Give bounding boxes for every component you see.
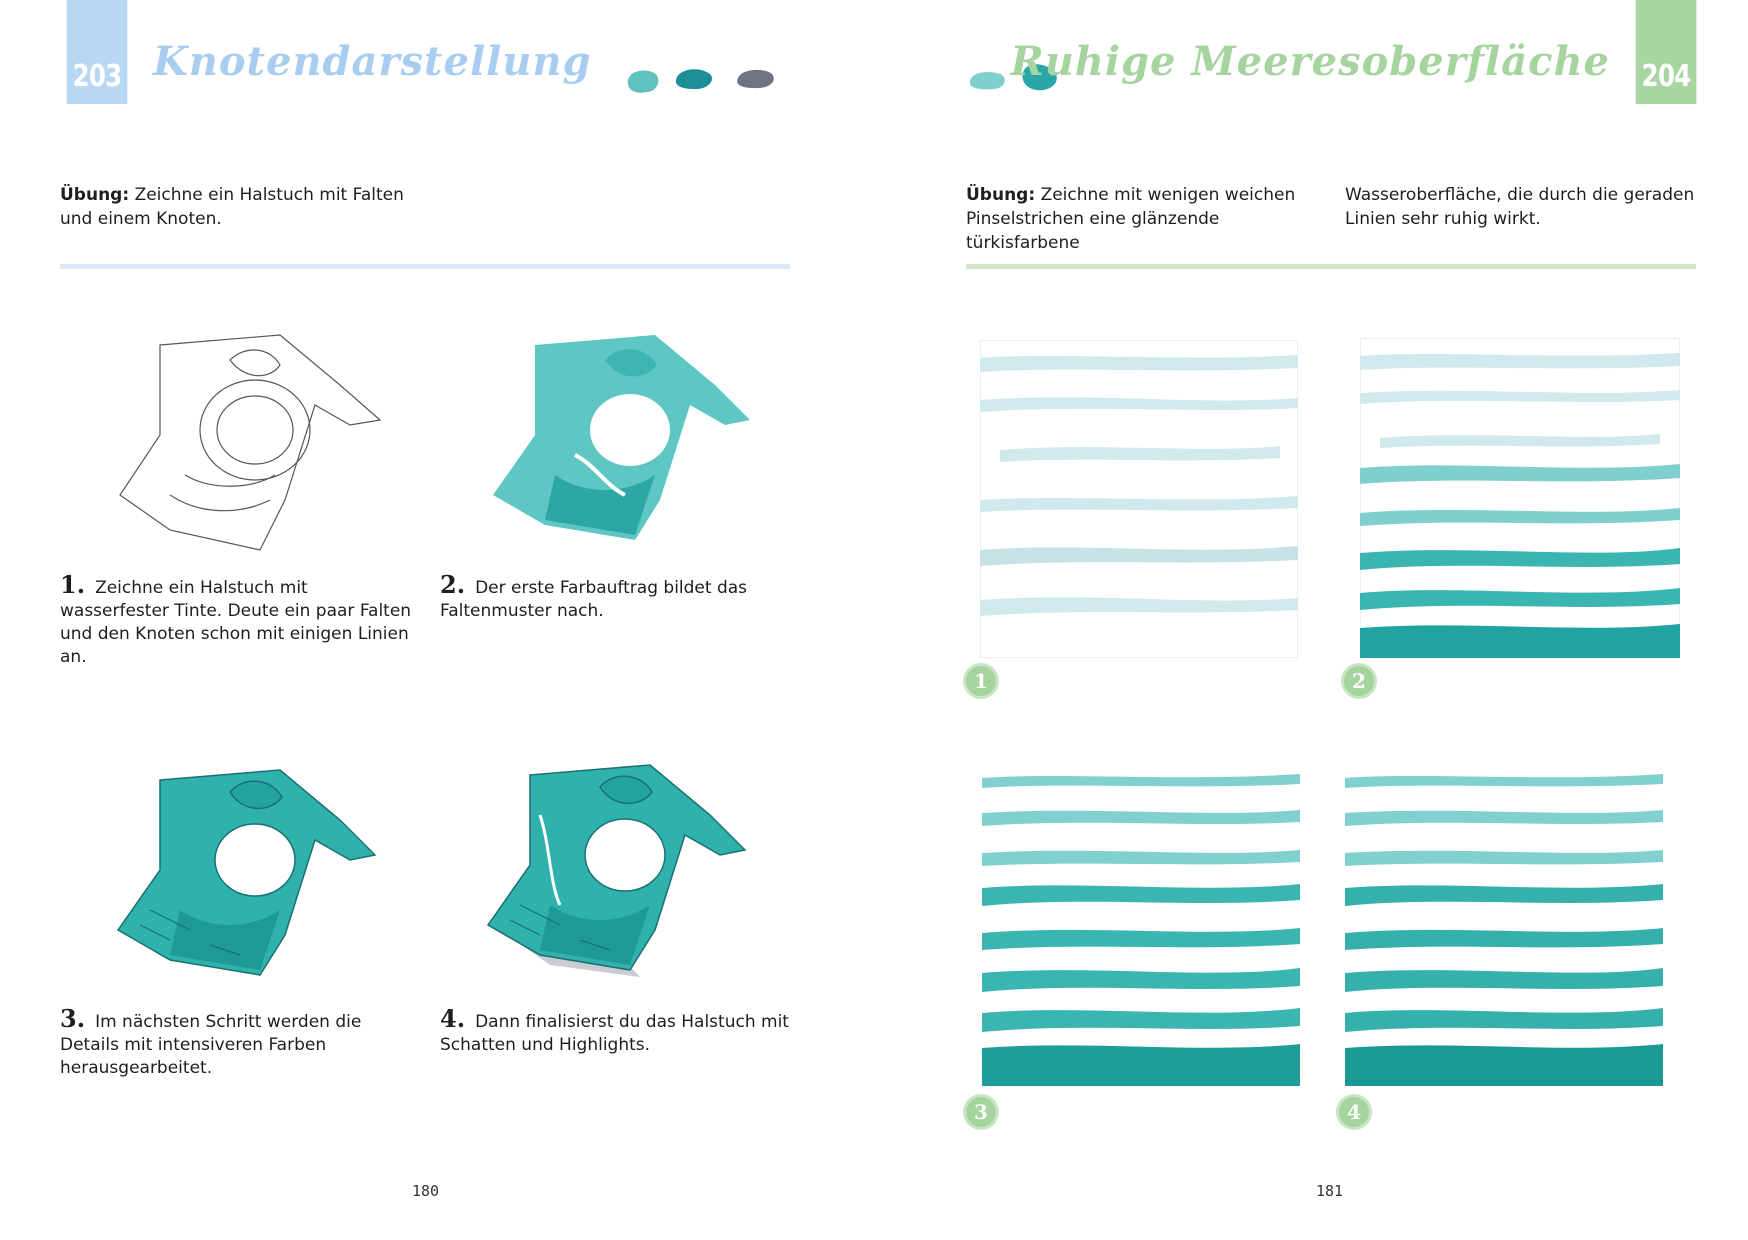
right-page-number: 181 xyxy=(1316,1182,1344,1200)
right-exercise-label: Übung: xyxy=(966,185,1036,205)
water-panel-step-2 xyxy=(1360,338,1680,658)
left-page-number: 180 xyxy=(412,1182,440,1200)
page-tab-left-number: 203 xyxy=(72,59,122,94)
left-step-2-text: Der erste Farbauftrag bildet das Faltenmuster nach. xyxy=(440,578,748,621)
swatch-light-turquoise xyxy=(628,71,659,93)
left-exercise-text: Zeichne ein Halstuch mit Falten und einem Knoten. xyxy=(60,185,404,229)
water-panel-step-1 xyxy=(980,340,1298,658)
left-step-1-text: Zeichne ein Halstuch mit wasserfester Tinte. Deute ein paar Falten und den Knoten schon mit einigen Linien an. xyxy=(60,578,412,667)
swatch-grey xyxy=(737,70,774,88)
left-step-2-number: 2. xyxy=(440,570,466,599)
water-panel-step-4 xyxy=(1345,768,1663,1086)
right-exercise-text-2: Wasseroberfläche, die durch die geraden Linien sehr ruhig wirkt. xyxy=(1345,185,1695,229)
left-step-3-text: Im nächsten Schritt werden die Details mit intensiveren Farben herausgearbeitet. xyxy=(60,1012,362,1078)
left-step-1 xyxy=(60,570,420,669)
left-color-swatches xyxy=(620,62,790,102)
water-step-badge-3: 3 xyxy=(963,1094,999,1130)
water-step-badge-2: 2 xyxy=(1341,663,1377,699)
right-divider xyxy=(966,264,1696,269)
left-step-4-text: Dann finalisierst du das Halstuch mit Schatten und Highlights. xyxy=(440,1012,789,1055)
left-step-3-number: 3. xyxy=(60,1004,86,1033)
swatch-pale-turquoise xyxy=(970,72,1005,89)
right-exercise-col2 xyxy=(1345,183,1695,231)
scarf-sketch-step-1 xyxy=(110,325,400,555)
left-step-1-number: 1. xyxy=(60,570,86,599)
page-tab-left xyxy=(67,0,128,104)
left-divider xyxy=(60,264,790,269)
swatch-dark-turquoise xyxy=(676,69,712,89)
left-step-4-number: 4. xyxy=(440,1004,466,1033)
left-step-2 xyxy=(440,570,800,623)
scarf-detailed-step-3 xyxy=(110,760,385,985)
page-tab-right xyxy=(1636,0,1697,104)
left-step-3 xyxy=(60,1004,420,1080)
right-exercise-col1 xyxy=(966,183,1326,255)
left-page-title: Knotendarstellung xyxy=(153,38,592,85)
left-step-4 xyxy=(440,1004,800,1057)
water-panel-step-3 xyxy=(982,768,1300,1086)
left-exercise-label: Übung: xyxy=(60,185,130,205)
right-exercise-text-1: Zeichne mit wenigen weichen Pinselstrichen eine glänzende türkisfarbene xyxy=(966,185,1296,253)
page-tab-right-number: 204 xyxy=(1641,59,1691,94)
scarf-final-step-4 xyxy=(480,755,755,980)
water-step-badge-4: 4 xyxy=(1336,1094,1372,1130)
scarf-colored-step-2 xyxy=(485,325,760,555)
left-exercise xyxy=(60,183,440,231)
right-page-title: Ruhige Meeresoberfläche xyxy=(1010,38,1610,85)
water-step-badge-1: 1 xyxy=(963,663,999,699)
